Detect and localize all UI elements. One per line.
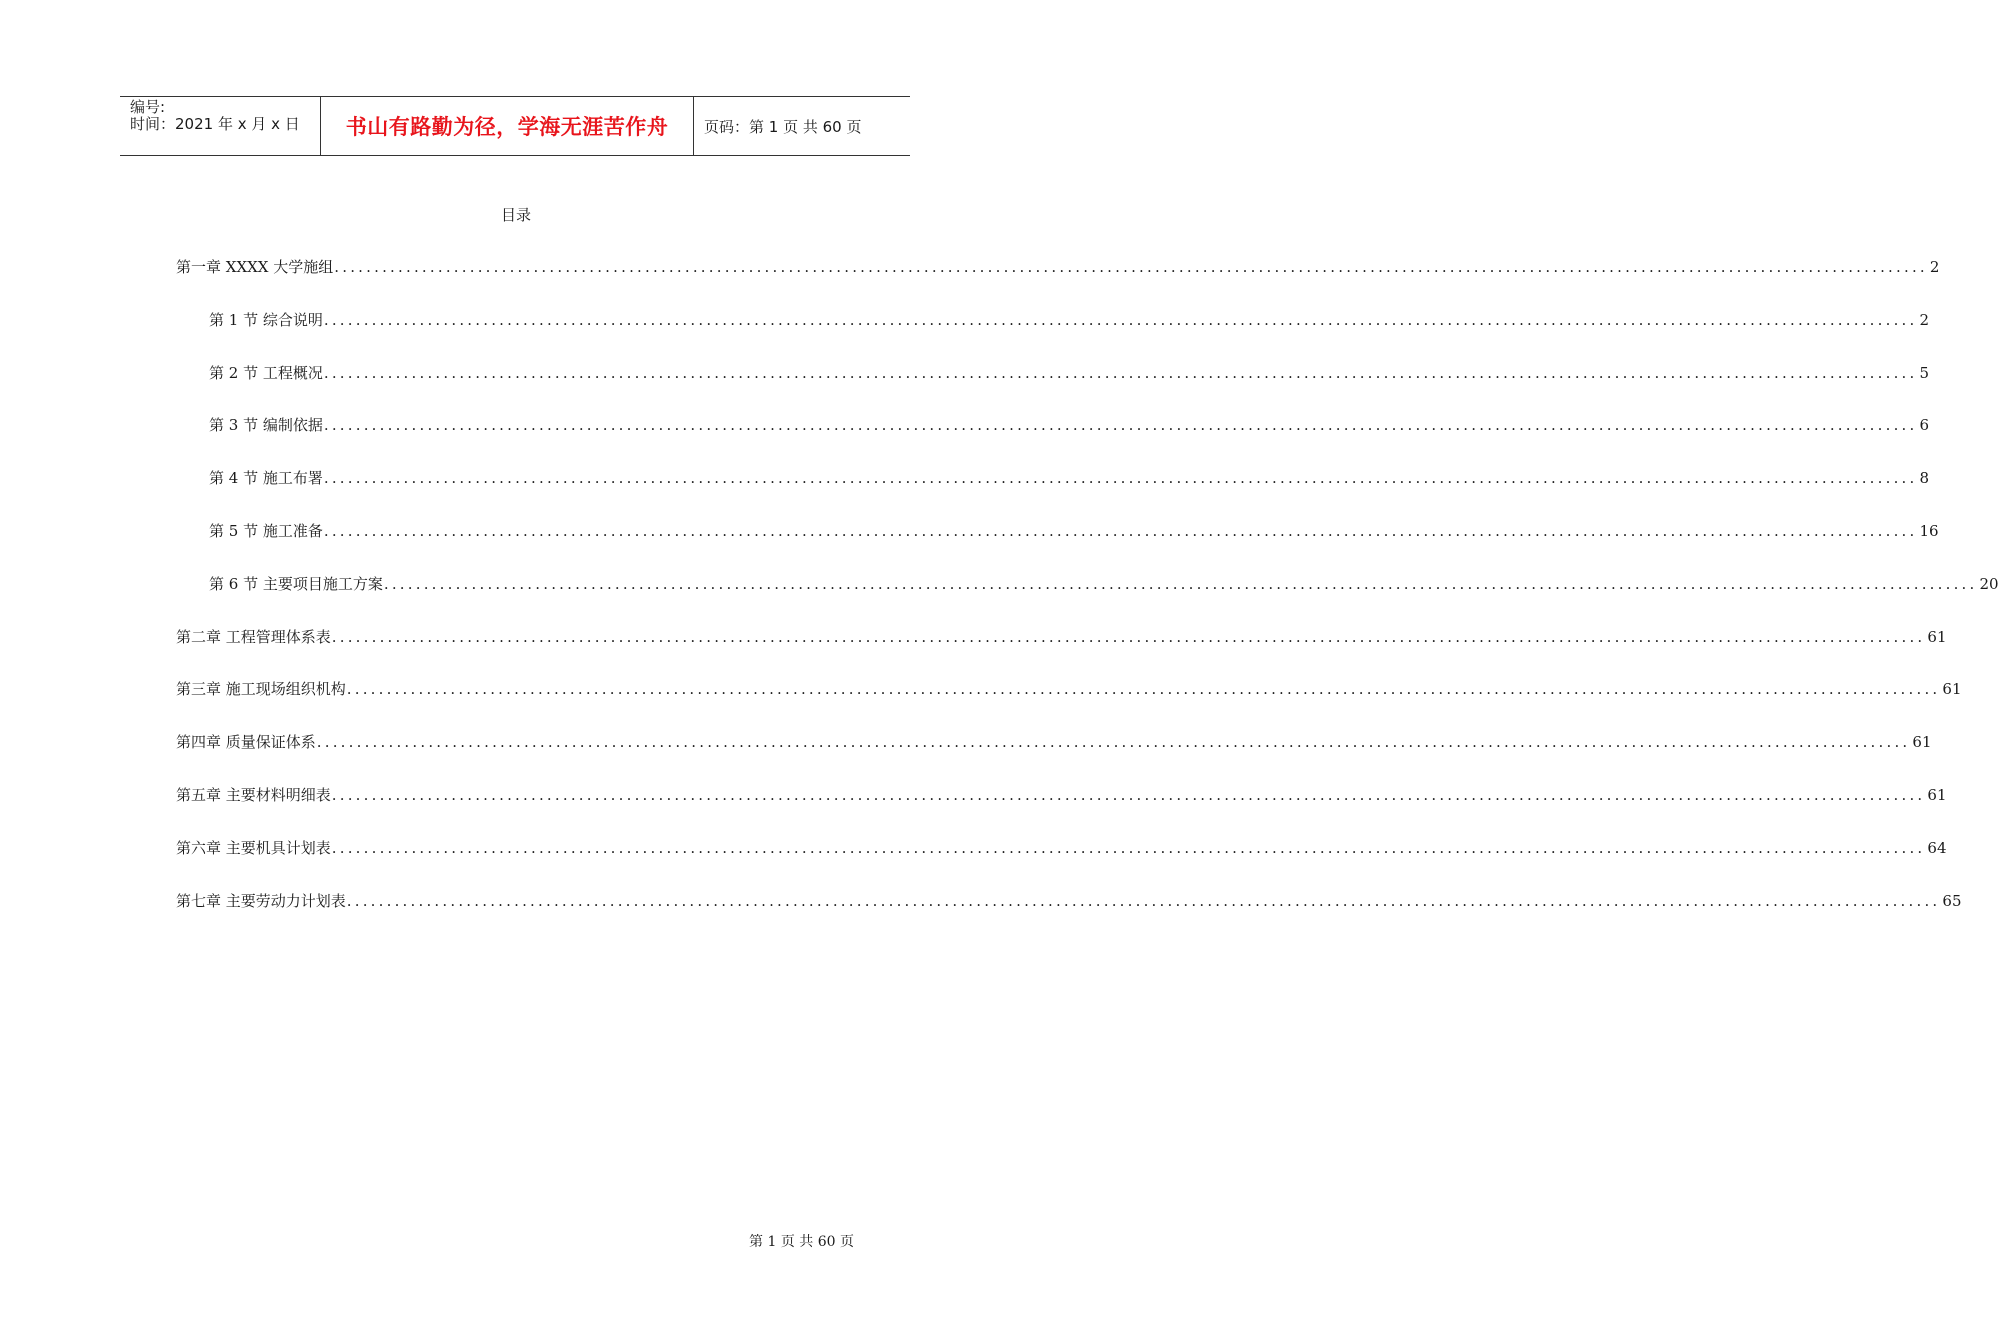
toc-entry[interactable] <box>176 837 1947 859</box>
toc-dot-leader: ........................................................................................................................................................................................................ <box>323 522 1918 540</box>
toc-entry[interactable] <box>176 256 1940 278</box>
toc-dot-leader: ........................................................................................................................................................................................................ <box>323 469 1918 488</box>
document-number-label: 编号: <box>130 98 166 116</box>
toc-entry-page: 61 <box>1912 733 1932 752</box>
toc-dot-leader: ........................................................................................................................................................................................................ <box>383 574 1978 593</box>
toc-entry[interactable] <box>209 573 1999 595</box>
toc-dot-leader: ........................................................................................................................................................................................................ <box>323 363 1918 382</box>
header-motto: 书山有路勤为径，学海无涯苦作舟 <box>345 115 669 139</box>
toc-entry-page: 2 <box>1919 310 1930 329</box>
toc-entry-page: 61 <box>1927 786 1947 804</box>
document-time: 时间：2021 年 x 月 x 日 <box>130 115 300 133</box>
toc-dot-leader: ........................................................................................................................................................................................................ <box>331 838 1926 857</box>
toc-entry[interactable] <box>176 731 1932 753</box>
toc-entry-label: 第 3 节 编制依据 <box>209 416 323 435</box>
toc-entry-label: 第五章 主要材料明细表 <box>176 786 331 804</box>
toc-dot-leader: ........................................................................................................................................................................................................ <box>346 891 1941 910</box>
toc-entry[interactable] <box>209 362 1930 384</box>
toc-entry-label: 第 2 节 工程概况 <box>209 363 323 382</box>
toc-dot-leader: ........................................................................................................................................................................................................ <box>331 627 1926 646</box>
toc-entry-page: 61 <box>1942 680 1962 699</box>
toc-entry-page: 2 <box>1929 258 1940 276</box>
toc-dot-leader: ........................................................................................................................................................................................................ <box>334 258 1928 276</box>
toc-entry[interactable] <box>176 890 1962 912</box>
toc-entry-page: 16 <box>1919 522 1939 540</box>
toc-entry[interactable] <box>176 678 1962 700</box>
footer-page-info: 第 1 页 共 60 页 <box>749 1234 854 1250</box>
toc-entry-page: 6 <box>1919 416 1930 435</box>
toc-dot-leader: ........................................................................................................................................................................................................ <box>323 416 1918 435</box>
toc-entry-label: 第 6 节 主要项目施工方案 <box>209 574 383 593</box>
toc-entry[interactable] <box>209 467 1930 489</box>
toc-entry-label: 第三章 施工现场组织机构 <box>176 680 346 699</box>
toc-entry[interactable] <box>209 520 1939 542</box>
toc-entry[interactable] <box>176 784 1947 806</box>
toc-dot-leader: ........................................................................................................................................................................................................ <box>316 733 1911 752</box>
toc-dot-leader: ........................................................................................................................................................................................................ <box>323 310 1918 329</box>
toc-entry-label: 第七章 主要劳动力计划表 <box>176 891 346 910</box>
toc-entry-page: 5 <box>1919 363 1930 382</box>
toc-entry-page: 64 <box>1927 838 1947 857</box>
header-motto-cell <box>321 97 694 155</box>
toc-dot-leader: ........................................................................................................................................................................................................ <box>331 786 1926 804</box>
toc-entry-label: 第四章 质量保证体系 <box>176 733 316 752</box>
toc-title: 目录 <box>500 206 531 224</box>
toc-entry-label: 第 1 节 综合说明 <box>209 310 323 329</box>
toc-entry-page: 61 <box>1927 627 1947 646</box>
toc-entry[interactable] <box>209 309 1930 331</box>
toc-entry-page: 65 <box>1942 891 1962 910</box>
toc-entry-label: 第 5 节 施工准备 <box>209 522 323 540</box>
toc-entry-page: 20 <box>1979 574 1999 593</box>
toc-dot-leader: ........................................................................................................................................................................................................ <box>346 680 1941 699</box>
header-meta-cell <box>120 97 321 155</box>
toc-entry[interactable] <box>176 626 1947 648</box>
toc-entry-label: 第二章 工程管理体系表 <box>176 627 331 646</box>
toc-entry-label: 第一章 XXXX 大学施组 <box>176 258 334 276</box>
header-table <box>120 96 910 156</box>
toc-entry-page: 8 <box>1919 469 1930 488</box>
toc-entry-label: 第六章 主要机具计划表 <box>176 838 331 857</box>
toc-entry[interactable] <box>209 414 1930 436</box>
header-page-cell <box>694 97 910 155</box>
header-page-info: 页码：第 1 页 共 60 页 <box>704 117 862 136</box>
toc-entry-label: 第 4 节 施工布署 <box>209 469 323 488</box>
